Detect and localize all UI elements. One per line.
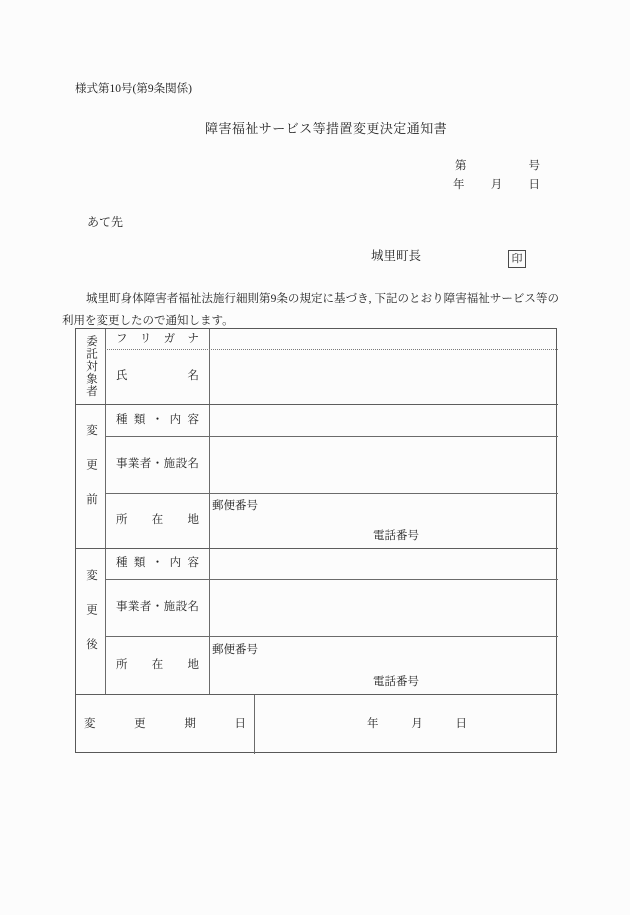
before-address-label: 所 在 地	[116, 514, 199, 526]
after-section-label: 変更後	[85, 569, 97, 673]
change-date-value: 年 月 日	[367, 718, 467, 730]
before-section-label: 変更前	[85, 424, 97, 528]
before-type-value-cell	[210, 404, 558, 436]
after-address-label: 所 在 地	[116, 659, 199, 671]
furigana-label: フ リ ガ ナ	[116, 333, 199, 345]
before-postal-label: 郵便番号	[212, 500, 258, 512]
before-phone-label: 電話番号	[373, 530, 419, 542]
column-divider-bottom-row	[254, 694, 255, 754]
addressee-label: あて先	[87, 215, 124, 229]
seal-box	[508, 250, 526, 268]
name-label: 氏 名	[116, 370, 199, 382]
after-phone-label: 電話番号	[373, 676, 419, 688]
furigana-value-cell	[210, 329, 558, 349]
after-type-value-cell	[210, 548, 558, 579]
after-provider-label: 事業者・施設名	[116, 601, 199, 613]
after-provider-value-cell	[210, 579, 558, 636]
before-provider-value-cell	[210, 436, 558, 493]
notification-table	[75, 328, 557, 753]
document-number-line: 第 号	[455, 160, 540, 172]
name-value-cell	[210, 349, 558, 404]
change-date-label: 変 更 期 日	[84, 718, 246, 730]
document-title: 障害福祉サービス等措置変更決定通知書	[205, 121, 448, 136]
issue-date-line: 年 月 日	[453, 179, 540, 191]
issuer-name: 城里町長	[371, 249, 422, 263]
form-number: 様式第10号(第9条関係)	[75, 83, 192, 95]
recipient-section-label: 委託対象者	[85, 335, 97, 398]
after-type-label: 種 類 ・ 内 容	[116, 557, 199, 569]
after-postal-label: 郵便番号	[212, 644, 258, 656]
before-type-label: 種 類 ・ 内 容	[116, 414, 199, 426]
seal-character: 印	[511, 252, 523, 265]
notification-body-text: 城里町身体障害者福祉法施行細則第9条の規定に基づき, 下記のとおり障害福祉サービス等の利用を変更したので通知します。	[62, 293, 559, 327]
before-provider-label: 事業者・施設名	[116, 458, 199, 470]
